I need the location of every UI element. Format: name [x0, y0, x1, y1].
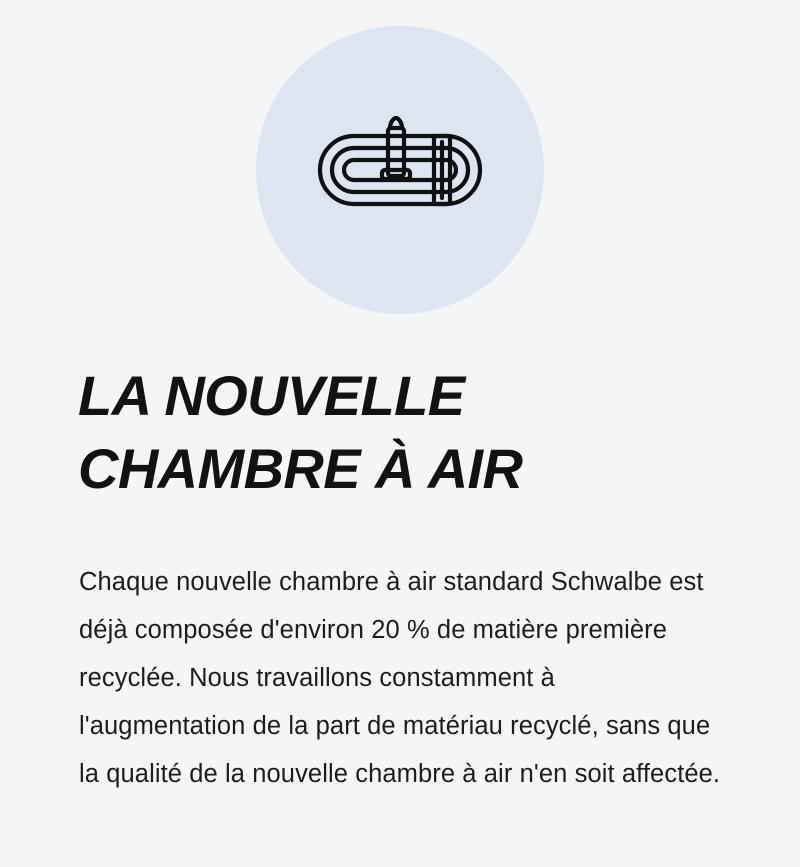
page-title-line-1: LA NOUVELLE	[78, 364, 465, 427]
bicycle-inner-tube-icon	[312, 110, 488, 230]
page-title	[78, 360, 738, 506]
badge-container	[0, 26, 800, 314]
page-title-line-2: CHAMBRE À AIR	[78, 436, 523, 500]
icon-badge-circle	[256, 26, 544, 314]
body-paragraph: Chaque nouvelle chambre à air standard Schwalbe est déjà composée d'environ 20 % de matière première recyclée. Nous travaillons constamment à l'augmentation de la part de matériau recyclé, sans que la qualité de la nouvelle chambre à air n'en soit affectée.	[79, 568, 721, 788]
